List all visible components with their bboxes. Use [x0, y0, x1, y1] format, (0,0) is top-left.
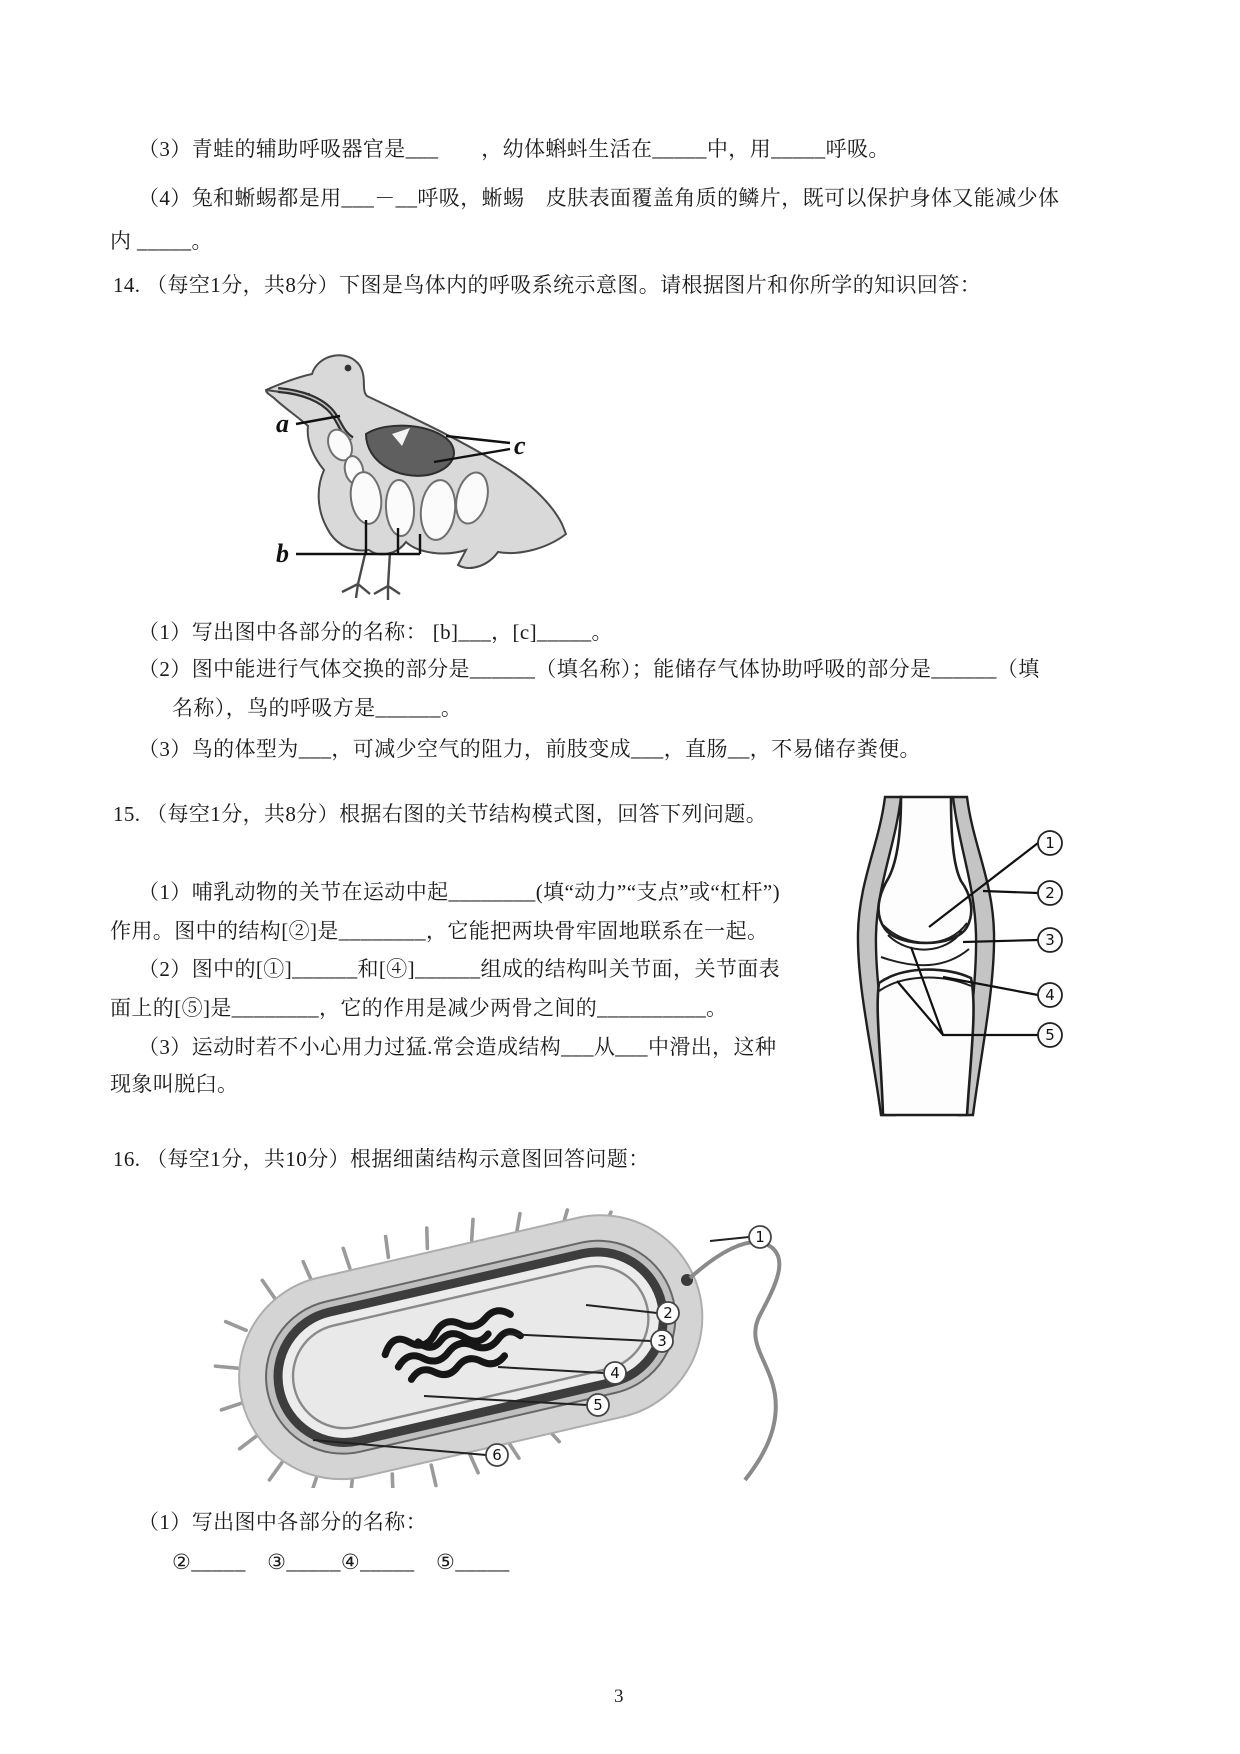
bacterium-label-6: 6 [492, 1446, 502, 1464]
q13-part4-text-cont: 内 _____。 [110, 229, 213, 253]
joint-label-2: 2 [1045, 884, 1055, 902]
bird-label-c: c [514, 431, 526, 460]
q14-sub1: （1）写出图中各部分的名称： [b]___，[c]_____。 [138, 620, 613, 644]
q14-sub3: （3）鸟的体型为___，可减少空气的阻力，前肢变成___，直肠__，不易储存粪便。 [138, 737, 921, 761]
q13-part3-text: （3）青蛙的辅助呼吸器官是___ ，幼体蝌蚪生活在_____中，用_____呼吸。 [138, 137, 890, 161]
joint-cavity-line [881, 949, 969, 965]
bacterium-structure-figure [200, 1183, 800, 1488]
bacterium-label-5: 5 [593, 1396, 603, 1414]
bird-eye [345, 365, 352, 372]
q15-l4: 面上的[⑤]是________，它的作用是减少两骨之间的__________。 [110, 996, 728, 1020]
q14-stem: 14. （每空1分，共8分）下图是鸟体内的呼吸系统示意图。请根据图片和你所学的知识回答： [113, 273, 982, 297]
bacterium-flagellum [690, 1242, 779, 1480]
q15-l1: （1）哺乳动物的关节在运动中起________(填“动力”“支点”或“杠杆”) [138, 880, 781, 904]
q16-sub1: （1）写出图中各部分的名称： [138, 1510, 428, 1534]
joint-label-4: 4 [1045, 986, 1055, 1004]
bird-label-b: b [276, 539, 289, 568]
bacterium-label-4: 4 [610, 1364, 620, 1382]
joint-lower-bone [878, 970, 974, 1115]
joint-label-3: 3 [1045, 931, 1055, 949]
joint-label-5: 5 [1045, 1026, 1055, 1044]
joint-label-1: 1 [1045, 834, 1055, 852]
q16-blanks: ②_____ ③_____④_____ ⑤_____ [172, 1550, 510, 1574]
bird-respiratory-figure [248, 338, 570, 602]
bird-legs [342, 550, 400, 600]
page-number: 3 [614, 1686, 624, 1707]
q15-stem: 15. （每空1分，共8分）根据右图的关节结构模式图，回答下列问题。 [113, 802, 768, 826]
q13-part4-text: （4）兔和蜥蜴都是用___－__呼吸，蜥蜴 皮肤表面覆盖角质的鳞片，既可以保护身体又能减少体 [138, 186, 1060, 210]
joint-structure-figure [845, 795, 1080, 1117]
q15-l6: 现象叫脱臼。 [110, 1072, 239, 1096]
q16-stem: 16. （每空1分，共10分）根据细菌结构示意图回答问题： [113, 1147, 650, 1171]
bacterium-label-1: 1 [755, 1228, 765, 1246]
q14-sub2a: （2）图中能进行气体交换的部分是______（填名称）；能储存气体协助呼吸的部分是______（填 [138, 657, 1040, 681]
bird-label-a: a [276, 409, 289, 438]
q15-l3: （2）图中的[①]______和[④]______组成的结构叫关节面，关节面表 [138, 957, 781, 981]
bacterium-label-2: 2 [663, 1304, 673, 1322]
joint-figure-labels [1038, 831, 1062, 1047]
q14-sub2b: 名称），鸟的呼吸方是______。 [172, 696, 463, 720]
q15-l2: 作用。图中的结构[②]是________，它能把两块骨牢固地联系在一起。 [110, 919, 769, 943]
q15-l5: （3）运动时若不小心用力过猛.常会造成结构___从___中滑出，这种 [138, 1035, 777, 1059]
bacterium-label-3: 3 [657, 1332, 667, 1350]
